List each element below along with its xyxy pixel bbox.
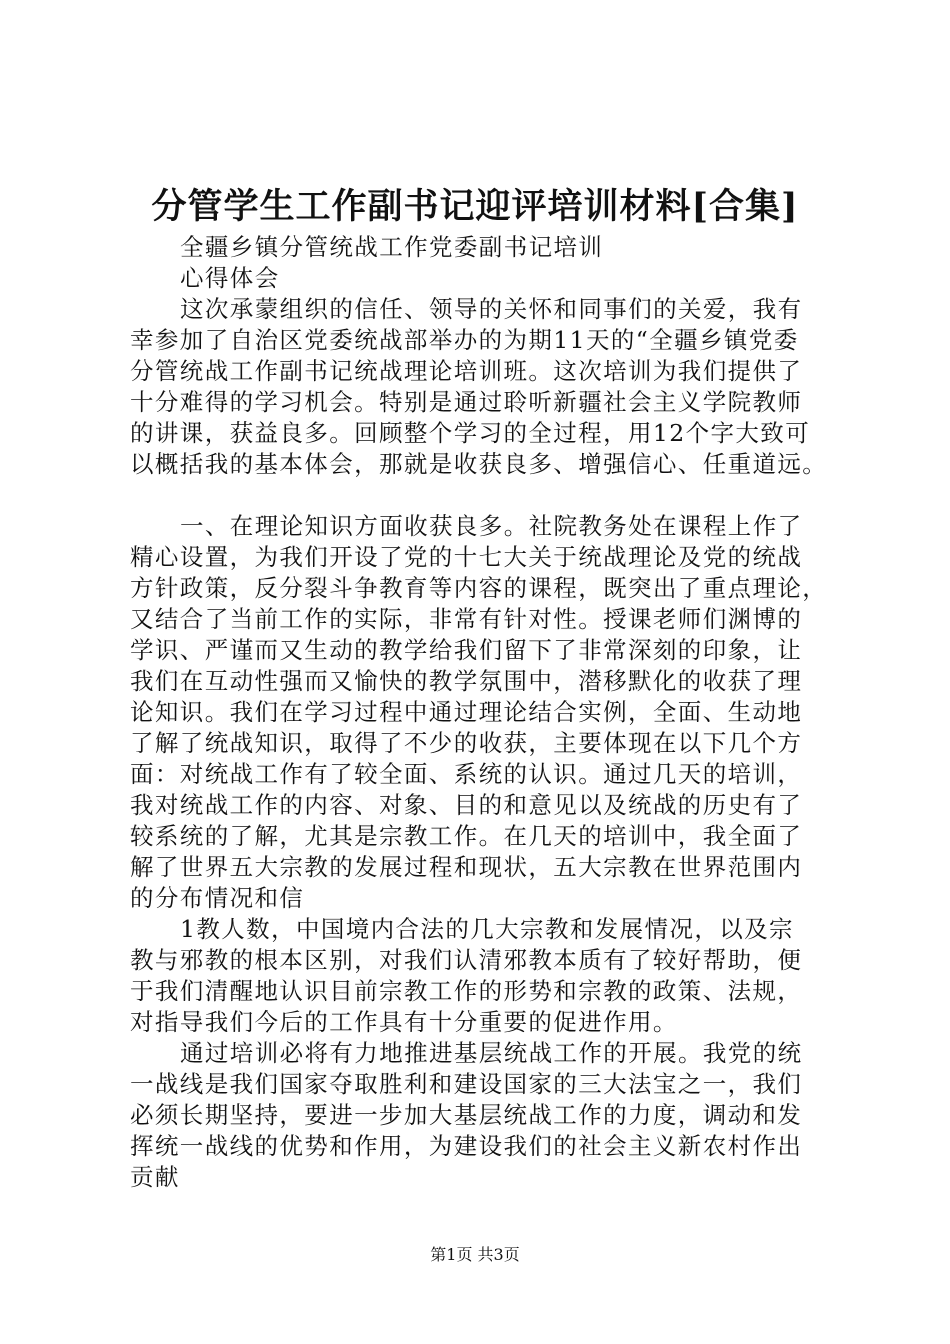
text-line: 精心设置，为我们开设了党的十七大关于统战理论及党的统战 [130, 543, 803, 571]
text-line: 论知识。我们在学习过程中通过理论结合实例，全面、生动地 [130, 698, 803, 726]
text-line: 对指导我们今后的工作具有十分重要的促进作用。 [130, 1008, 678, 1036]
text-line: 我对统战工作的内容、对象、目的和意见以及统战的历史有了 [130, 791, 803, 819]
text-line: 于我们清醒地认识目前宗教工作的形势和宗教的政策、法规， [130, 977, 803, 1005]
text-line: 一、在理论知识方面收获良多。社院教务处在课程上作了 [180, 512, 803, 540]
document-title: 分管学生工作副书记迎评培训材料[合集] [151, 186, 799, 227]
text-line: 这次承蒙组织的信任、领导的关怀和同事们的关爱，我有 [180, 295, 803, 323]
text-line: 面：对统战工作有了较全面、系统的认识。通过几天的培训， [130, 760, 803, 788]
text-line: 较系统的了解，尤其是宗教工作。在几天的培训中，我全面了 [130, 822, 803, 850]
text-line: 通过培训必将有力地推进基层统战工作的开展。我党的统 [180, 1039, 803, 1067]
text-line: 必须长期坚持，要进一步加大基层统战工作的力度，调动和发 [130, 1101, 803, 1129]
text-line: 教与邪教的根本区别，对我们认清邪教本质有了较好帮助，便 [130, 946, 803, 974]
text-line: 十分难得的学习机会。特别是通过聆听新疆社会主义学院教师 [130, 388, 803, 416]
text-line: 学识、严谨而又生动的教学给我们留下了非常深刻的印象，让 [130, 636, 803, 664]
paragraph-4 [130, 1038, 850, 1193]
text-line: 一战线是我们国家夺取胜利和建设国家的三大法宝之一，我们 [130, 1070, 803, 1098]
text-line: 1教人数，中国境内合法的几大宗教和发展情况，以及宗 [180, 915, 794, 943]
paragraph-1 [130, 294, 850, 480]
subtitle-line: 心得体会 [180, 264, 280, 292]
paragraph-3 [130, 914, 850, 1038]
text-line: 幸参加了自治区党委统战部举办的为期11天的“全疆乡镇党委 [130, 326, 799, 354]
text-line: 了解了统战知识，取得了不少的收获，主要体现在以下几个方 [130, 729, 803, 757]
text-line: 方针政策，反分裂斗争教育等内容的课程，既突出了重点理论， [130, 574, 828, 602]
page-footer: 第1页 共3页 [430, 1245, 520, 1264]
text-line: 解了世界五大宗教的发展过程和现状，五大宗教在世界范围内 [130, 853, 803, 881]
text-line: 贡献 [130, 1163, 180, 1191]
text-line: 挥统一战线的优势和作用，为建设我们的社会主义新农村作出 [130, 1132, 803, 1160]
text-line: 又结合了当前工作的实际，非常有针对性。授课老师们渊博的 [130, 605, 803, 633]
paragraph-2 [130, 511, 850, 914]
subtitle-line: 全疆乡镇分管统战工作党委副书记培训 [180, 233, 604, 261]
document-body [130, 232, 850, 1193]
text-line: 的分布情况和信 [130, 884, 305, 912]
text-line: 分管统战工作副书记统战理论培训班。这次培训为我们提供了 [130, 357, 803, 385]
text-line: 我们在互动性强而又愉快的教学氛围中，潜移默化的收获了理 [130, 667, 803, 695]
paragraph-spacer [130, 480, 850, 511]
text-line: 以概括我的基本体会，那就是收获良多、增强信心、任重道远。 [130, 450, 828, 478]
text-line: 的讲课，获益良多。回顾整个学习的全过程，用12个字大致可 [130, 419, 811, 447]
